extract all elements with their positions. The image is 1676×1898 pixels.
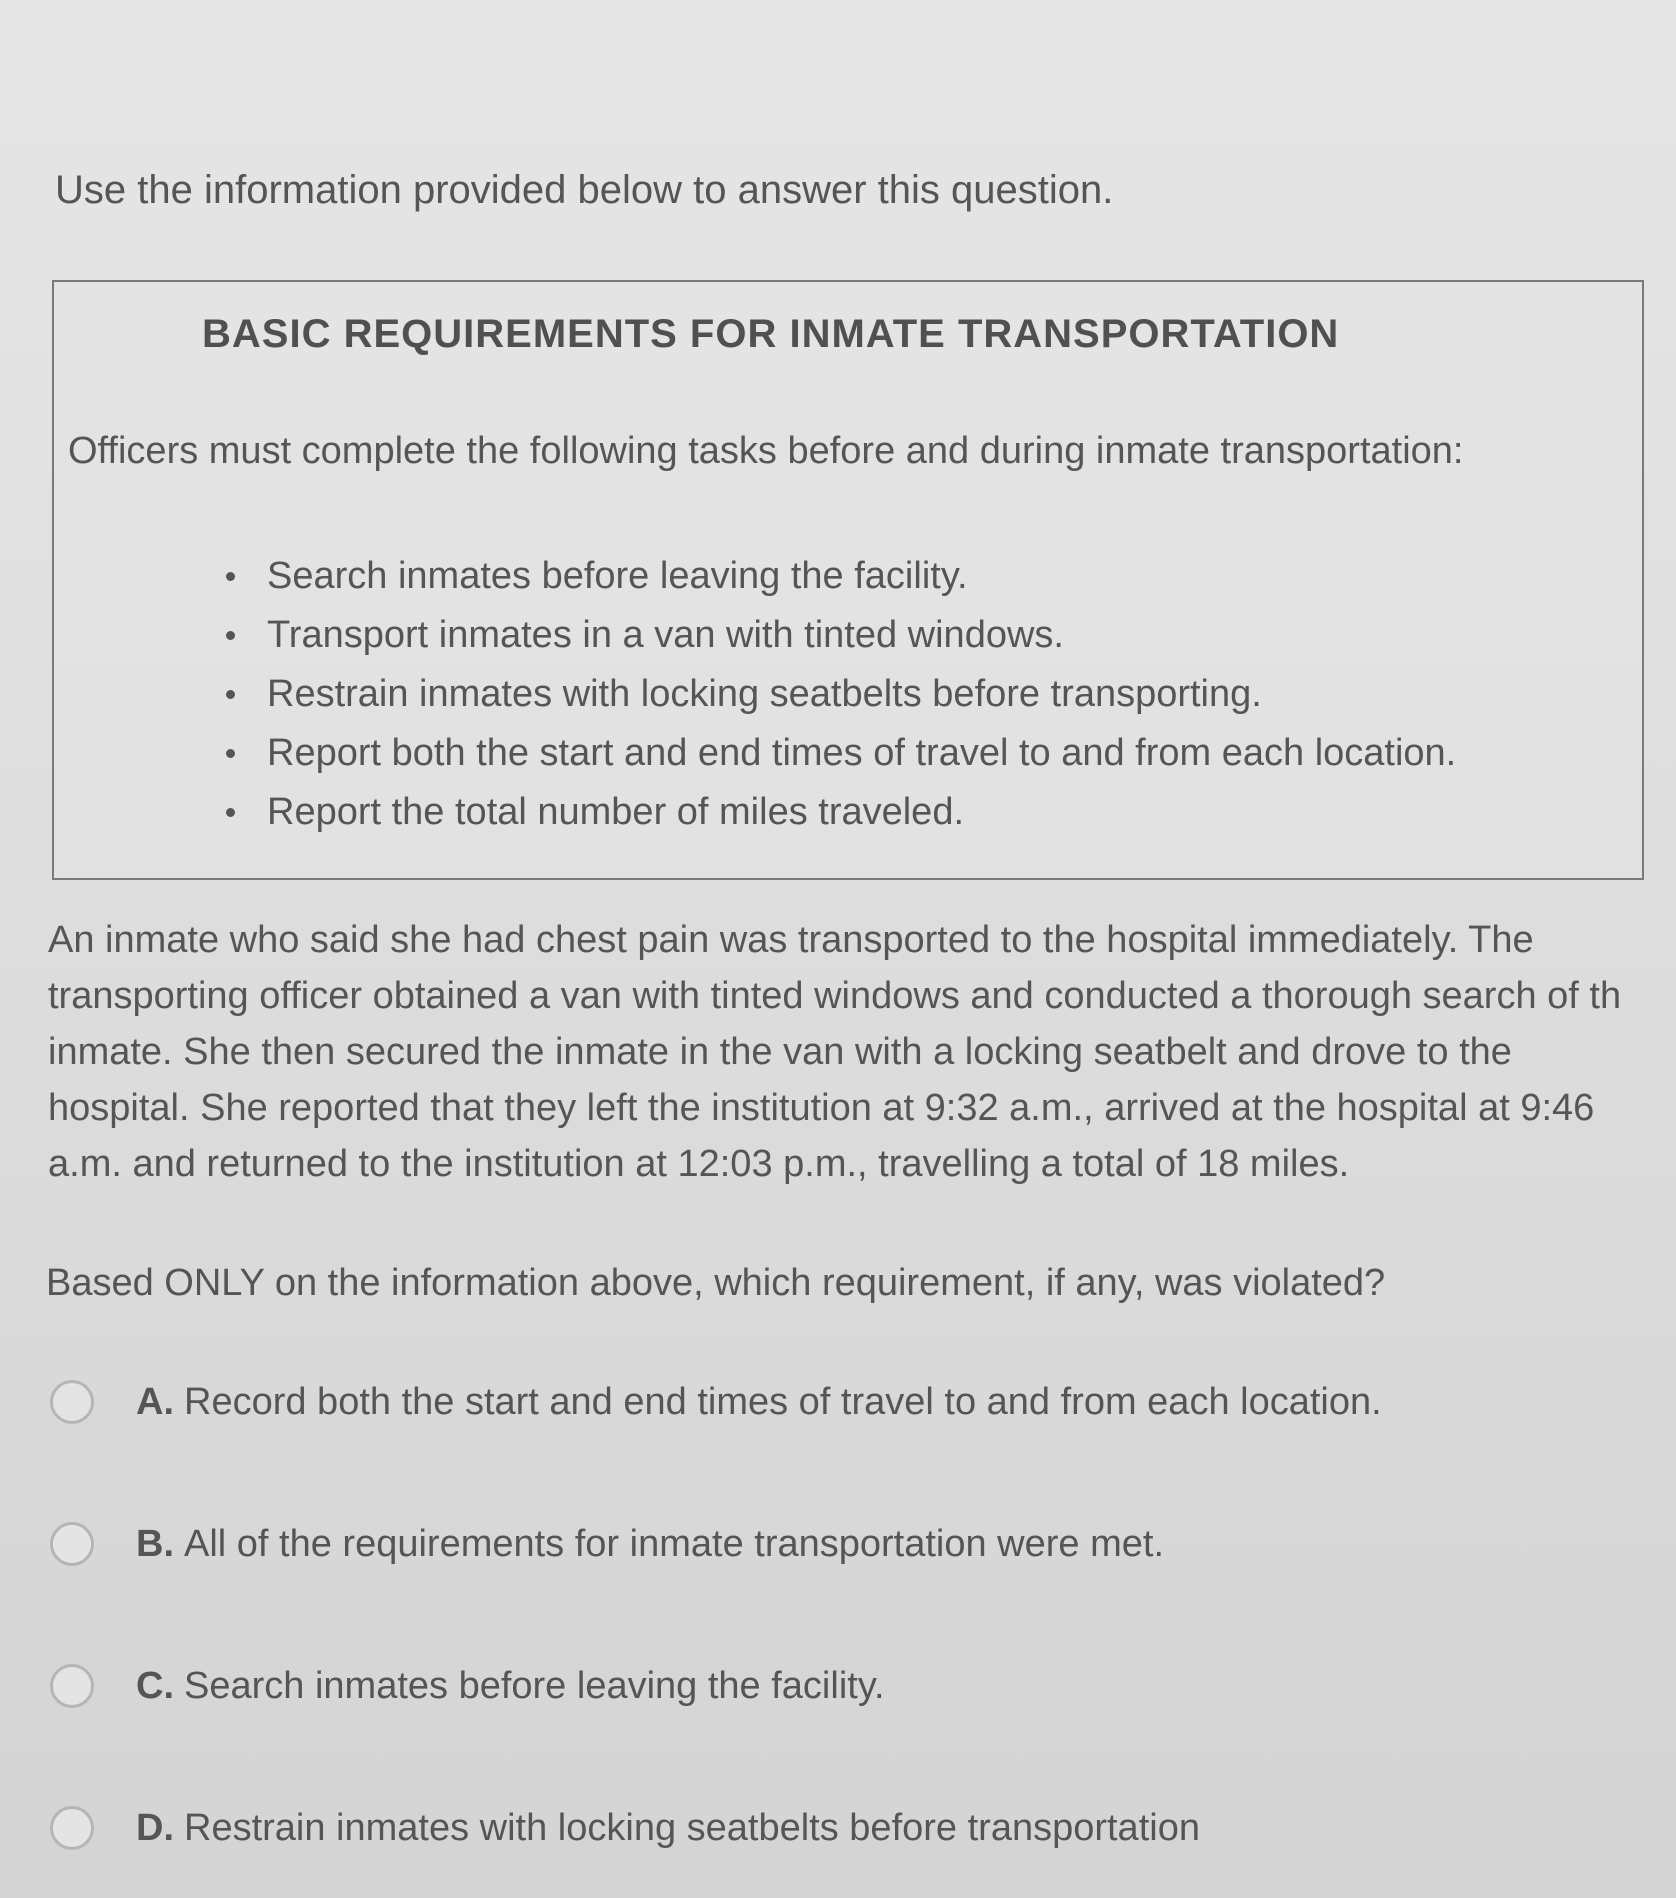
requirement-text: Restrain inmates with locking seatbelts before transporting.: [267, 673, 1262, 715]
option-d[interactable]: [50, 1806, 1200, 1850]
bullet-icon: [226, 749, 235, 758]
option-b-label: [136, 1523, 1164, 1566]
option-c[interactable]: [50, 1664, 885, 1708]
scenario-paragraph: [48, 912, 1668, 1192]
bullet-icon: [226, 572, 235, 581]
radio-button-c[interactable]: [50, 1664, 94, 1708]
option-b[interactable]: [50, 1522, 1164, 1566]
option-a-label: [136, 1381, 1382, 1424]
scenario-line: transporting officer obtained a van with tinted windows and conducted a thorough search of th: [48, 975, 1622, 1017]
scenario-line: hospital. She reported that they left the institution at 9:32 a.m., arrived at the hospital at 9:46: [48, 1087, 1595, 1129]
requirement-item: [226, 547, 1456, 606]
option-c-label: [136, 1665, 885, 1708]
requirement-item: [226, 783, 1456, 842]
requirements-title: BASIC REQUIREMENTS FOR INMATE TRANSPORTATION: [202, 312, 1340, 356]
option-text: Search inmates before leaving the facility.: [184, 1664, 885, 1707]
option-text: Restrain inmates with locking seatbelts before transportation: [184, 1806, 1200, 1849]
option-text: Record both the start and end times of travel to and from each location.: [184, 1380, 1382, 1423]
requirement-text: Search inmates before leaving the facility.: [267, 555, 968, 597]
requirement-text: Report the total number of miles traveled.: [267, 791, 965, 833]
requirement-item: [226, 665, 1456, 724]
option-letter: D.: [136, 1806, 174, 1849]
requirement-text: Transport inmates in a van with tinted windows.: [267, 614, 1064, 656]
option-letter: C.: [136, 1664, 174, 1707]
requirements-intro: Officers must complete the following tasks before and during inmate transportation:: [68, 430, 1464, 472]
option-a[interactable]: [50, 1380, 1382, 1424]
option-letter: A.: [136, 1380, 174, 1423]
radio-button-d[interactable]: [50, 1806, 94, 1850]
radio-button-b[interactable]: [50, 1522, 94, 1566]
bullet-icon: [226, 808, 235, 817]
option-text: All of the requirements for inmate transportation were met.: [184, 1522, 1165, 1565]
question-text: Based ONLY on the information above, which requirement, if any, was violated?: [46, 1262, 1386, 1304]
bullet-icon: [226, 690, 235, 699]
requirements-box: [52, 280, 1644, 880]
scenario-line: An inmate who said she had chest pain was transported to the hospital immediately. The: [48, 919, 1534, 961]
option-d-label: [136, 1807, 1200, 1850]
radio-button-a[interactable]: [50, 1380, 94, 1424]
requirement-item: [226, 724, 1456, 783]
requirement-item: [226, 606, 1456, 665]
requirements-list: [226, 547, 1456, 842]
bullet-icon: [226, 631, 235, 640]
instruction-text: Use the information provided below to answer this question.: [55, 168, 1114, 212]
option-letter: B.: [136, 1522, 174, 1565]
scenario-line: inmate. She then secured the inmate in the van with a locking seatbelt and drove to the: [48, 1031, 1512, 1073]
scenario-line: a.m. and returned to the institution at 12:03 p.m., travelling a total of 18 miles.: [48, 1143, 1350, 1185]
requirement-text: Report both the start and end times of travel to and from each location.: [267, 732, 1457, 774]
